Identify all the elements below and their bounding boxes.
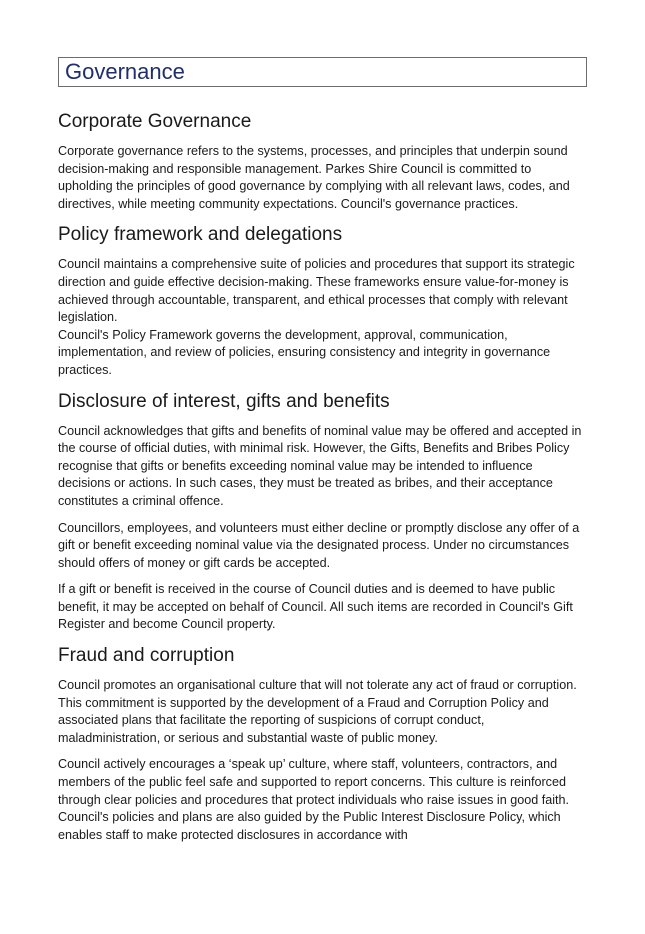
section-heading: Policy framework and delegations — [58, 224, 343, 246]
page-title-box — [58, 57, 587, 87]
section-corporate-governance — [58, 109, 587, 213]
paragraph: Councillors, employees, and volunteers must either decline or promptly disclose any offer of a gift or benefit exceeding nominal value via the designated process. Under no circumstances should offers of money or gift cards be accepted. — [58, 520, 580, 570]
paragraph: Council's Policy Framework governs the development, approval, communication, implementation, and review of policies, ensuring consistency and integrity in governance practices. — [58, 327, 551, 377]
section-fraud-corruption — [58, 643, 587, 844]
paragraph: Council maintains a comprehensive suite of policies and procedures that support its strategic direction and guide effective decision-making. These frameworks ensure value-for-money is achieved through accountable, transparent, and ethical processes that comply with relevant legislation. — [58, 257, 575, 325]
section-disclosure-gifts — [58, 389, 587, 635]
paragraph: Corporate governance refers to the systems, processes, and principles that underpin sound decision-making and responsible management. Parkes Shire Council is committed to upholding the principles of good governance by complying with all relevant laws, codes, and directives, while meeting community expectations. Council's governance practices. — [58, 144, 570, 211]
section-heading: Fraud and corruption — [58, 645, 235, 667]
section-heading: Disclosure of interest, gifts and benefits — [58, 390, 390, 412]
paragraph: Council actively encourages a ‘speak up’ culture, where staff, volunteers, contractors, and members of the public feel safe and supported to report concerns. This culture is reinforced through clear policies and procedures that protect individuals who raise issues in good faith. Council's policies and plans are also guided by the Public Interest Disclosure Policy, which enables staff to make protected disclosures in accordance with — [58, 757, 570, 842]
paragraph: Council acknowledges that gifts and benefits of nominal value may be offered and accepted in the course of official duties, with minimal risk. However, the Gifts, Benefits and Bribes Policy recognise that gifts or benefits exceeding nominal value may be intended to influence decisions or actions. In such cases, they must be treated as bribes, and their acceptance constitutes a criminal offence. — [58, 423, 582, 508]
page-title: Governance — [65, 59, 185, 84]
paragraph: If a gift or benefit is received in the course of Council duties and is deemed to have public benefit, it may be accepted on behalf of Council. All such items are recorded in Council's Gift Register and become Council property. — [58, 582, 573, 632]
paragraph: Council promotes an organisational culture that will not tolerate any act of fraud or corruption. This commitment is supported by the development of a Fraud and Corruption Policy and associated plans that facilitate the reporting of suspicions of corrupt conduct, maladministration, or serious and substantial waste of public money. — [58, 678, 577, 745]
section-policy-framework — [58, 222, 587, 379]
section-heading: Corporate Governance — [58, 111, 252, 132]
